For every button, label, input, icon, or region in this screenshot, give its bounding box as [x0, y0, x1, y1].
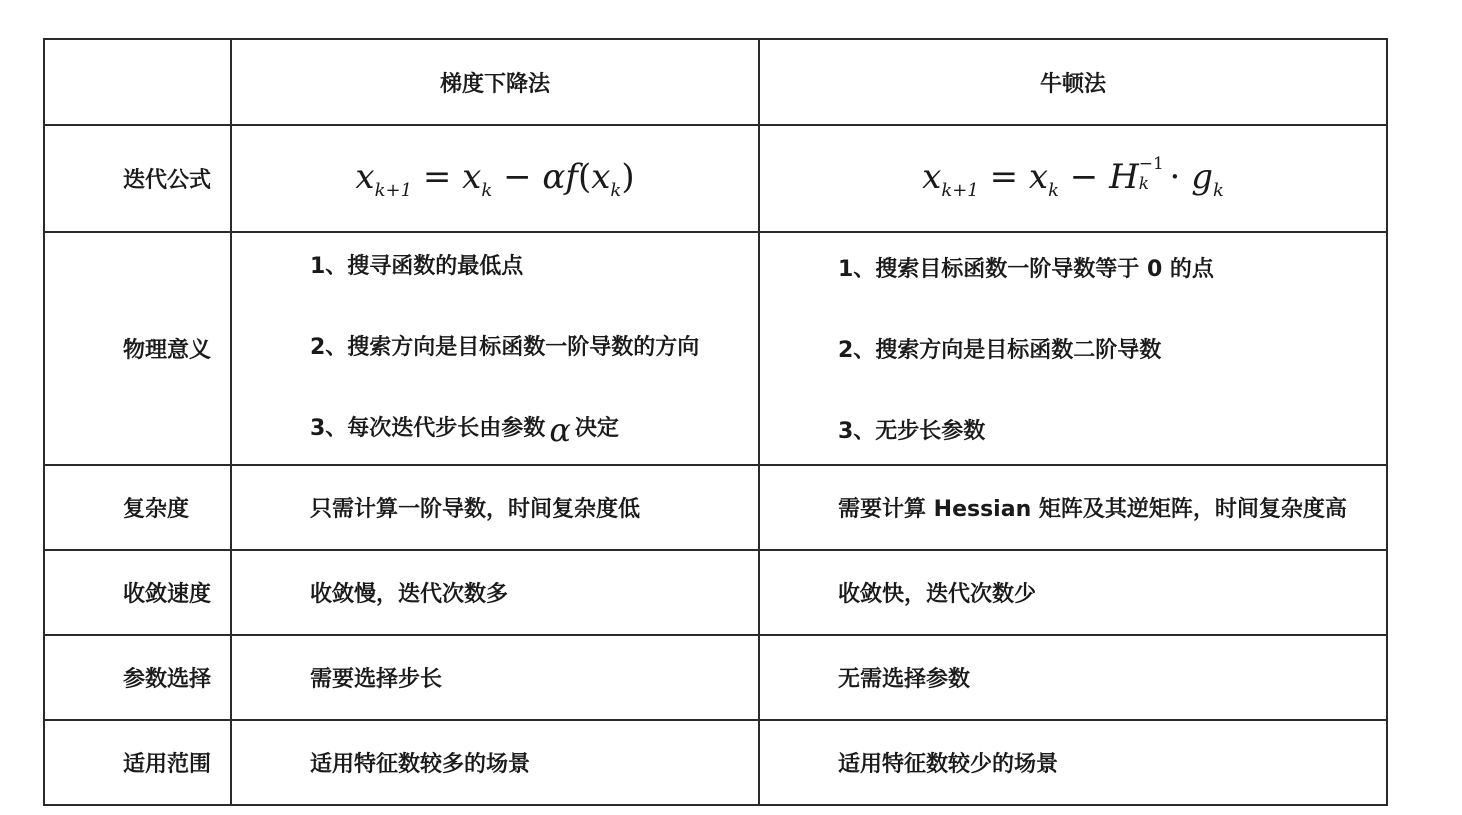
newton-formula: $x_{k+1} = x_k - H$ −1 k · $g_k$ [759, 125, 1387, 232]
convergence-row [44, 550, 1387, 635]
newton-params: 无需选择参数 [759, 635, 1387, 720]
corner-cell [44, 39, 231, 125]
row-label-convergence: 收敛速度 [44, 550, 231, 635]
header-gradient-descent: 梯度下降法 [231, 39, 759, 125]
alpha-symbol: α [549, 410, 571, 449]
newton-convergence: 收敛快，迭代次数少 [759, 550, 1387, 635]
physical-meaning-row [44, 232, 1387, 465]
list-item: 2、搜索方向是目标函数二阶导数 [838, 338, 1162, 363]
header-newton: 牛顿法 [759, 39, 1387, 125]
gd-scope: 适用特征数较多的场景 [231, 720, 759, 805]
formula-row [44, 125, 1387, 232]
row-label-scope: 适用范围 [44, 720, 231, 805]
list-item: 3、每次迭代步长由参数 α 决定 [310, 410, 619, 449]
gd-physical-cell [231, 232, 759, 465]
list-item: 2、搜索方向是目标函数一阶导数的方向 [310, 334, 700, 360]
gd-physical-list [232, 249, 758, 449]
gd-complexity: 只需计算一阶导数，时间复杂度低 [231, 465, 759, 550]
gd-params: 需要选择步长 [231, 635, 759, 720]
row-label-physical: 物理意义 [44, 232, 231, 465]
gd-formula: $x_{k+1} = x_k - \alpha f(x_k)$ [231, 125, 759, 232]
row-label-formula: 迭代公式 [44, 125, 231, 232]
comparison-table [43, 38, 1388, 806]
newton-complexity: 需要计算 Hessian 矩阵及其逆矩阵，时间复杂度高 [759, 465, 1387, 550]
scope-row [44, 720, 1387, 805]
row-label-params: 参数选择 [44, 635, 231, 720]
params-row [44, 635, 1387, 720]
newton-scope: 适用特征数较少的场景 [759, 720, 1387, 805]
list-item: 3、无步长参数 [838, 419, 986, 444]
list-item: 1、搜索目标函数一阶导数等于 0 的点 [838, 257, 1214, 282]
newton-physical-list [760, 252, 1386, 445]
gd-convergence: 收敛慢，迭代次数多 [231, 550, 759, 635]
complexity-row [44, 465, 1387, 550]
row-label-complexity: 复杂度 [44, 465, 231, 550]
list-item: 1、搜寻函数的最低点 [310, 253, 524, 279]
newton-physical-cell [759, 232, 1387, 465]
header-row [44, 39, 1387, 125]
